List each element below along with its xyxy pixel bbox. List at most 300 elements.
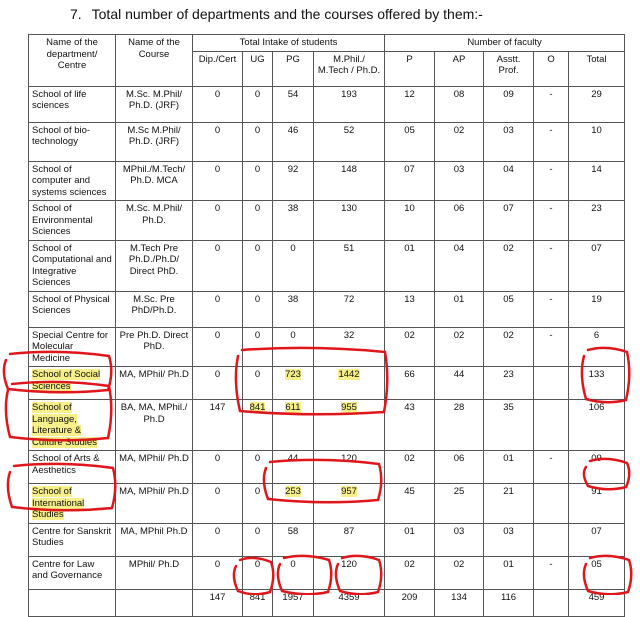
value-cell [385,484,435,524]
dept-name: School of Physical Sciences [32,293,110,316]
cell-value: 0 [254,124,261,136]
cell-value: 03 [453,525,465,537]
value-cell [314,201,385,241]
cell-value: 54 [287,88,299,100]
value-cell [484,400,534,451]
value-cell [534,201,569,241]
cell-value: 0 [214,486,221,497]
section-number: 7. [70,6,82,22]
cell-value: 0 [214,453,221,464]
value-cell [193,523,243,556]
cell-value: 01 [503,453,514,464]
cell-value: 611 [285,402,301,413]
cell-value: 87 [343,525,355,537]
value-cell [385,327,435,367]
section-title: Total number of departments and the courses offered by them:- [91,6,483,22]
value-cell [193,556,243,589]
course-name: M.Sc. Pre PhD/Ph.D. [116,291,193,327]
cell-value: 28 [453,402,465,413]
cell-value: 0 [214,242,221,254]
value-cell [435,122,484,161]
cell-value: 0 [214,293,221,305]
cell-value: 193 [341,88,357,100]
value-cell [484,86,534,122]
value-cell [385,589,435,616]
cell-value: - [549,453,553,464]
value-cell [193,161,243,201]
value-cell [193,367,243,400]
value-cell [534,240,569,291]
cell-value: - [549,293,553,305]
cell-value: 51 [343,242,355,254]
course-name: MA, MPhil/ Ph.D [116,367,193,400]
header-ap: AP [435,51,484,86]
cell-value: 07 [591,242,602,254]
cell-value: 43 [404,402,415,413]
cell-value: 66 [404,369,415,380]
dept-name: Centre for Law and Governance [32,558,103,581]
course-name: Pre Ph.D. Direct PhD. [116,327,193,367]
value-cell [534,161,569,201]
value-cell [484,589,534,616]
cell-value: 44 [453,369,465,380]
dept-name-cell [29,589,116,616]
cell-value: 1957 [282,591,304,603]
value-cell [193,484,243,524]
value-cell [569,86,625,122]
value-cell [385,556,435,589]
cell-value: 92 [287,163,299,175]
course-name: M.Tech Pre Ph.D./Ph.D/ Direct PhD. [116,240,193,291]
cell-value: 0 [214,163,221,175]
value-cell [273,556,314,589]
cell-value: 0 [214,369,221,380]
course-name [116,589,193,616]
course-name: MPhil./M.Tech/ Ph.D. MCA [116,161,193,201]
value-cell [385,367,435,400]
value-cell [385,122,435,161]
value-cell [243,523,273,556]
value-cell [484,291,534,327]
cell-value: 0 [254,293,261,305]
cell-value: 0 [254,329,261,341]
value-cell [484,161,534,201]
header-ug: UG [243,51,273,86]
value-cell [435,400,484,451]
cell-value: 14 [591,163,602,175]
value-cell [435,523,484,556]
value-cell [273,327,314,367]
cell-value: 0 [254,525,261,537]
cell-value: 147 [209,591,226,603]
cell-value: 91 [591,486,602,497]
value-cell [534,327,569,367]
value-cell [273,367,314,400]
value-cell [385,523,435,556]
cell-value: 23 [591,203,602,214]
section-heading [70,6,483,22]
table-row [29,400,625,451]
cell-value: 459 [588,591,605,603]
value-cell [193,400,243,451]
value-cell [569,484,625,524]
value-cell [314,451,385,484]
cell-value: 08 [453,88,465,100]
course-name: MA, MPhil/ Ph.D [116,484,193,524]
cell-value: 133 [588,369,605,380]
value-cell [435,556,484,589]
value-cell [193,240,243,291]
cell-value: 03 [503,525,514,537]
value-cell [484,327,534,367]
dept-name: Special Centre for Molecular Medicine [32,329,109,364]
value-cell [435,327,484,367]
value-cell [534,122,569,161]
dept-name: Centre for Sanskrit Studies [32,525,112,548]
dept-name-cell [29,122,116,161]
value-cell [385,201,435,241]
value-cell [484,451,534,484]
totals-row [29,589,625,616]
table-row [29,240,625,291]
cell-value: 05 [591,558,602,570]
dept-name-cell [29,367,116,400]
value-cell [569,161,625,201]
value-cell [193,201,243,241]
value-cell [435,367,484,400]
value-cell [569,556,625,589]
header-course: Name of the Course [116,35,193,87]
cell-value: 02 [503,329,514,341]
value-cell [385,240,435,291]
cell-value: 6 [593,329,600,341]
value-cell [243,201,273,241]
value-cell [534,86,569,122]
value-cell [385,291,435,327]
dept-name: School of Computational and Integrative Sciences [32,242,112,288]
table-row [29,86,625,122]
header-p: P [385,51,435,86]
cell-value: 02 [503,242,514,254]
header-total: Total [569,51,625,86]
value-cell [534,451,569,484]
value-cell [569,240,625,291]
cell-value: 4359 [338,591,360,603]
value-cell [569,291,625,327]
value-cell [193,291,243,327]
cell-value: - [549,558,553,570]
value-cell [193,589,243,616]
cell-value: - [549,203,553,214]
value-cell [385,451,435,484]
cell-value: 46 [287,124,299,136]
course-name: M.Sc. M.Phil/ Ph.D. [116,201,193,241]
cell-value: 04 [453,242,465,254]
cell-value: 0 [254,369,261,380]
dept-name-cell [29,327,116,367]
cell-value: 13 [404,293,415,305]
cell-value: 0 [214,124,221,136]
header-o: O [534,51,569,86]
cell-value: 03 [453,163,465,175]
value-cell [314,367,385,400]
value-cell [243,291,273,327]
value-cell [273,400,314,451]
value-cell [243,589,273,616]
dept-name: School of life sciences [32,88,87,111]
cell-value: 0 [214,558,221,570]
value-cell [569,400,625,451]
cell-value: 723 [285,369,301,380]
table-row [29,291,625,327]
dept-name-cell [29,291,116,327]
cell-value: 0 [290,329,296,341]
cell-value: 06 [453,453,465,464]
value-cell [314,240,385,291]
dept-name: School of bio-technology [32,124,91,147]
cell-value: 01 [453,293,465,305]
cell-value: 134 [451,591,467,603]
cell-value: 06 [453,203,465,214]
cell-value: 0 [214,525,221,537]
cell-value: 841 [249,402,266,413]
cell-value: 02 [404,558,415,570]
value-cell [243,367,273,400]
value-cell [314,122,385,161]
value-cell [484,122,534,161]
cell-value: 0 [254,242,261,254]
value-cell [569,201,625,241]
value-cell [569,589,625,616]
value-cell [484,240,534,291]
cell-value: 955 [341,402,357,413]
cell-value: 01 [404,242,415,254]
cell-value: 0 [254,88,261,100]
cell-value: 147 [209,402,226,413]
value-cell [534,556,569,589]
cell-value: 07 [404,163,415,175]
cell-value: 02 [453,558,465,570]
table-row [29,161,625,201]
value-cell [435,291,484,327]
value-cell [273,122,314,161]
course-name: MPhil/ Ph.D [116,556,193,589]
header-dip-cert: Dip./Cert [193,51,243,86]
value-cell [243,86,273,122]
value-cell [314,556,385,589]
value-cell [314,589,385,616]
cell-value: 957 [341,486,357,497]
value-cell [314,400,385,451]
course-name: BA, MA, MPhil./ Ph.D [116,400,193,451]
header-dept: Name of the department/ Centre [29,35,116,87]
cell-value: 116 [500,591,517,603]
cell-value: - [549,329,553,341]
dept-name: School of International Studies [32,486,85,520]
header-intake-group: Total Intake of students [193,35,385,52]
cell-value: 0 [214,203,221,214]
cell-value: 25 [453,486,465,497]
value-cell [243,240,273,291]
value-cell [569,451,625,484]
cell-value: 09 [591,453,602,464]
value-cell [193,122,243,161]
value-cell [314,291,385,327]
cell-value: 148 [341,163,357,175]
value-cell [273,589,314,616]
cell-value: 0 [254,453,261,464]
table-row [29,122,625,161]
table-row [29,327,625,367]
value-cell [193,86,243,122]
value-cell [243,400,273,451]
value-cell [534,484,569,524]
value-cell [273,201,314,241]
value-cell [435,161,484,201]
cell-value: 10 [404,203,415,214]
cell-value: 106 [588,402,605,413]
cell-value: 0 [254,558,261,570]
value-cell [243,327,273,367]
departments-table [28,34,625,617]
dept-name-cell [29,451,116,484]
cell-value: - [549,163,553,175]
value-cell [484,201,534,241]
dept-name: School of Arts & Aesthetics [32,453,100,476]
cell-value: - [549,242,553,254]
value-cell [484,523,534,556]
dept-name-cell [29,523,116,556]
cell-value: 72 [343,293,355,305]
value-cell [569,327,625,367]
header-mphil: M.Phil./ M.Tech / Ph.D. [314,51,385,86]
value-cell [243,161,273,201]
cell-value: 01 [503,558,514,570]
value-cell [484,484,534,524]
course-name: M.Sc M.Phil/ Ph.D. (JRF) [116,122,193,161]
cell-value: 209 [401,591,418,603]
cell-value: 02 [453,124,465,136]
value-cell [314,327,385,367]
table-row [29,367,625,400]
value-cell [534,523,569,556]
cell-value: 0 [214,329,221,341]
cell-value: 03 [503,124,514,136]
cell-value: 45 [404,486,415,497]
cell-value: 23 [503,369,514,380]
value-cell [435,201,484,241]
cell-value: 0 [290,242,296,254]
dept-name-cell [29,201,116,241]
cell-value: 38 [287,203,299,214]
cell-value: 09 [503,88,514,100]
value-cell [273,240,314,291]
cell-value: 38 [287,293,299,305]
course-name: MA, MPhil/ Ph.D [116,451,193,484]
value-cell [534,400,569,451]
dept-name-cell [29,484,116,524]
table-row [29,484,625,524]
value-cell [243,122,273,161]
cell-value: 32 [343,329,355,341]
value-cell [484,367,534,400]
cell-value: 120 [341,453,357,464]
value-cell [569,367,625,400]
cell-value: 0 [214,88,221,100]
header-faculty-group: Number of faculty [385,35,625,52]
value-cell [534,291,569,327]
value-cell [273,161,314,201]
cell-value: 04 [503,163,514,175]
value-cell [569,122,625,161]
cell-value: - [549,124,553,136]
value-cell [243,556,273,589]
cell-value: 0 [254,163,261,175]
cell-value: 0 [254,203,261,214]
cell-value: 02 [404,329,415,341]
table-row [29,523,625,556]
value-cell [435,484,484,524]
value-cell [193,327,243,367]
cell-value: 1442 [338,369,360,380]
dept-name: School of computer and systems sciences [32,163,107,198]
value-cell [273,451,314,484]
dept-name-cell [29,240,116,291]
cell-value: 0 [254,486,261,497]
cell-value: 01 [404,525,415,537]
table-row [29,201,625,241]
value-cell [273,484,314,524]
value-cell [534,367,569,400]
header-asstt-prof: Asstt. Prof. [484,51,534,86]
value-cell [435,589,484,616]
header-pg: PG [273,51,314,86]
cell-value: 35 [503,402,514,413]
dept-name-cell [29,400,116,451]
value-cell [243,484,273,524]
dept-name: School of Social Sciences [32,369,101,392]
course-name: M.Sc. M.Phil/ Ph.D. (JRF) [116,86,193,122]
value-cell [193,451,243,484]
value-cell [385,400,435,451]
dept-name-cell [29,161,116,201]
value-cell [273,523,314,556]
table-row [29,556,625,589]
cell-value: 05 [404,124,415,136]
cell-value: 120 [341,558,357,570]
course-name: MA, MPhil Ph.D [116,523,193,556]
cell-value: 02 [453,329,465,341]
value-cell [273,86,314,122]
value-cell [534,589,569,616]
cell-value: - [549,88,553,100]
cell-value: 07 [503,203,514,214]
dept-name: School of Language, Literature & Culture Studies [32,402,97,448]
cell-value: 44 [287,453,299,464]
cell-value: 21 [503,486,514,497]
cell-value: 10 [591,124,602,136]
cell-value: 253 [285,486,301,497]
cell-value: 05 [503,293,514,305]
value-cell [484,556,534,589]
cell-value: 19 [591,293,602,305]
value-cell [435,451,484,484]
cell-value: 0 [290,558,296,570]
value-cell [569,523,625,556]
table-row [29,451,625,484]
cell-value: 12 [404,88,415,100]
value-cell [435,86,484,122]
